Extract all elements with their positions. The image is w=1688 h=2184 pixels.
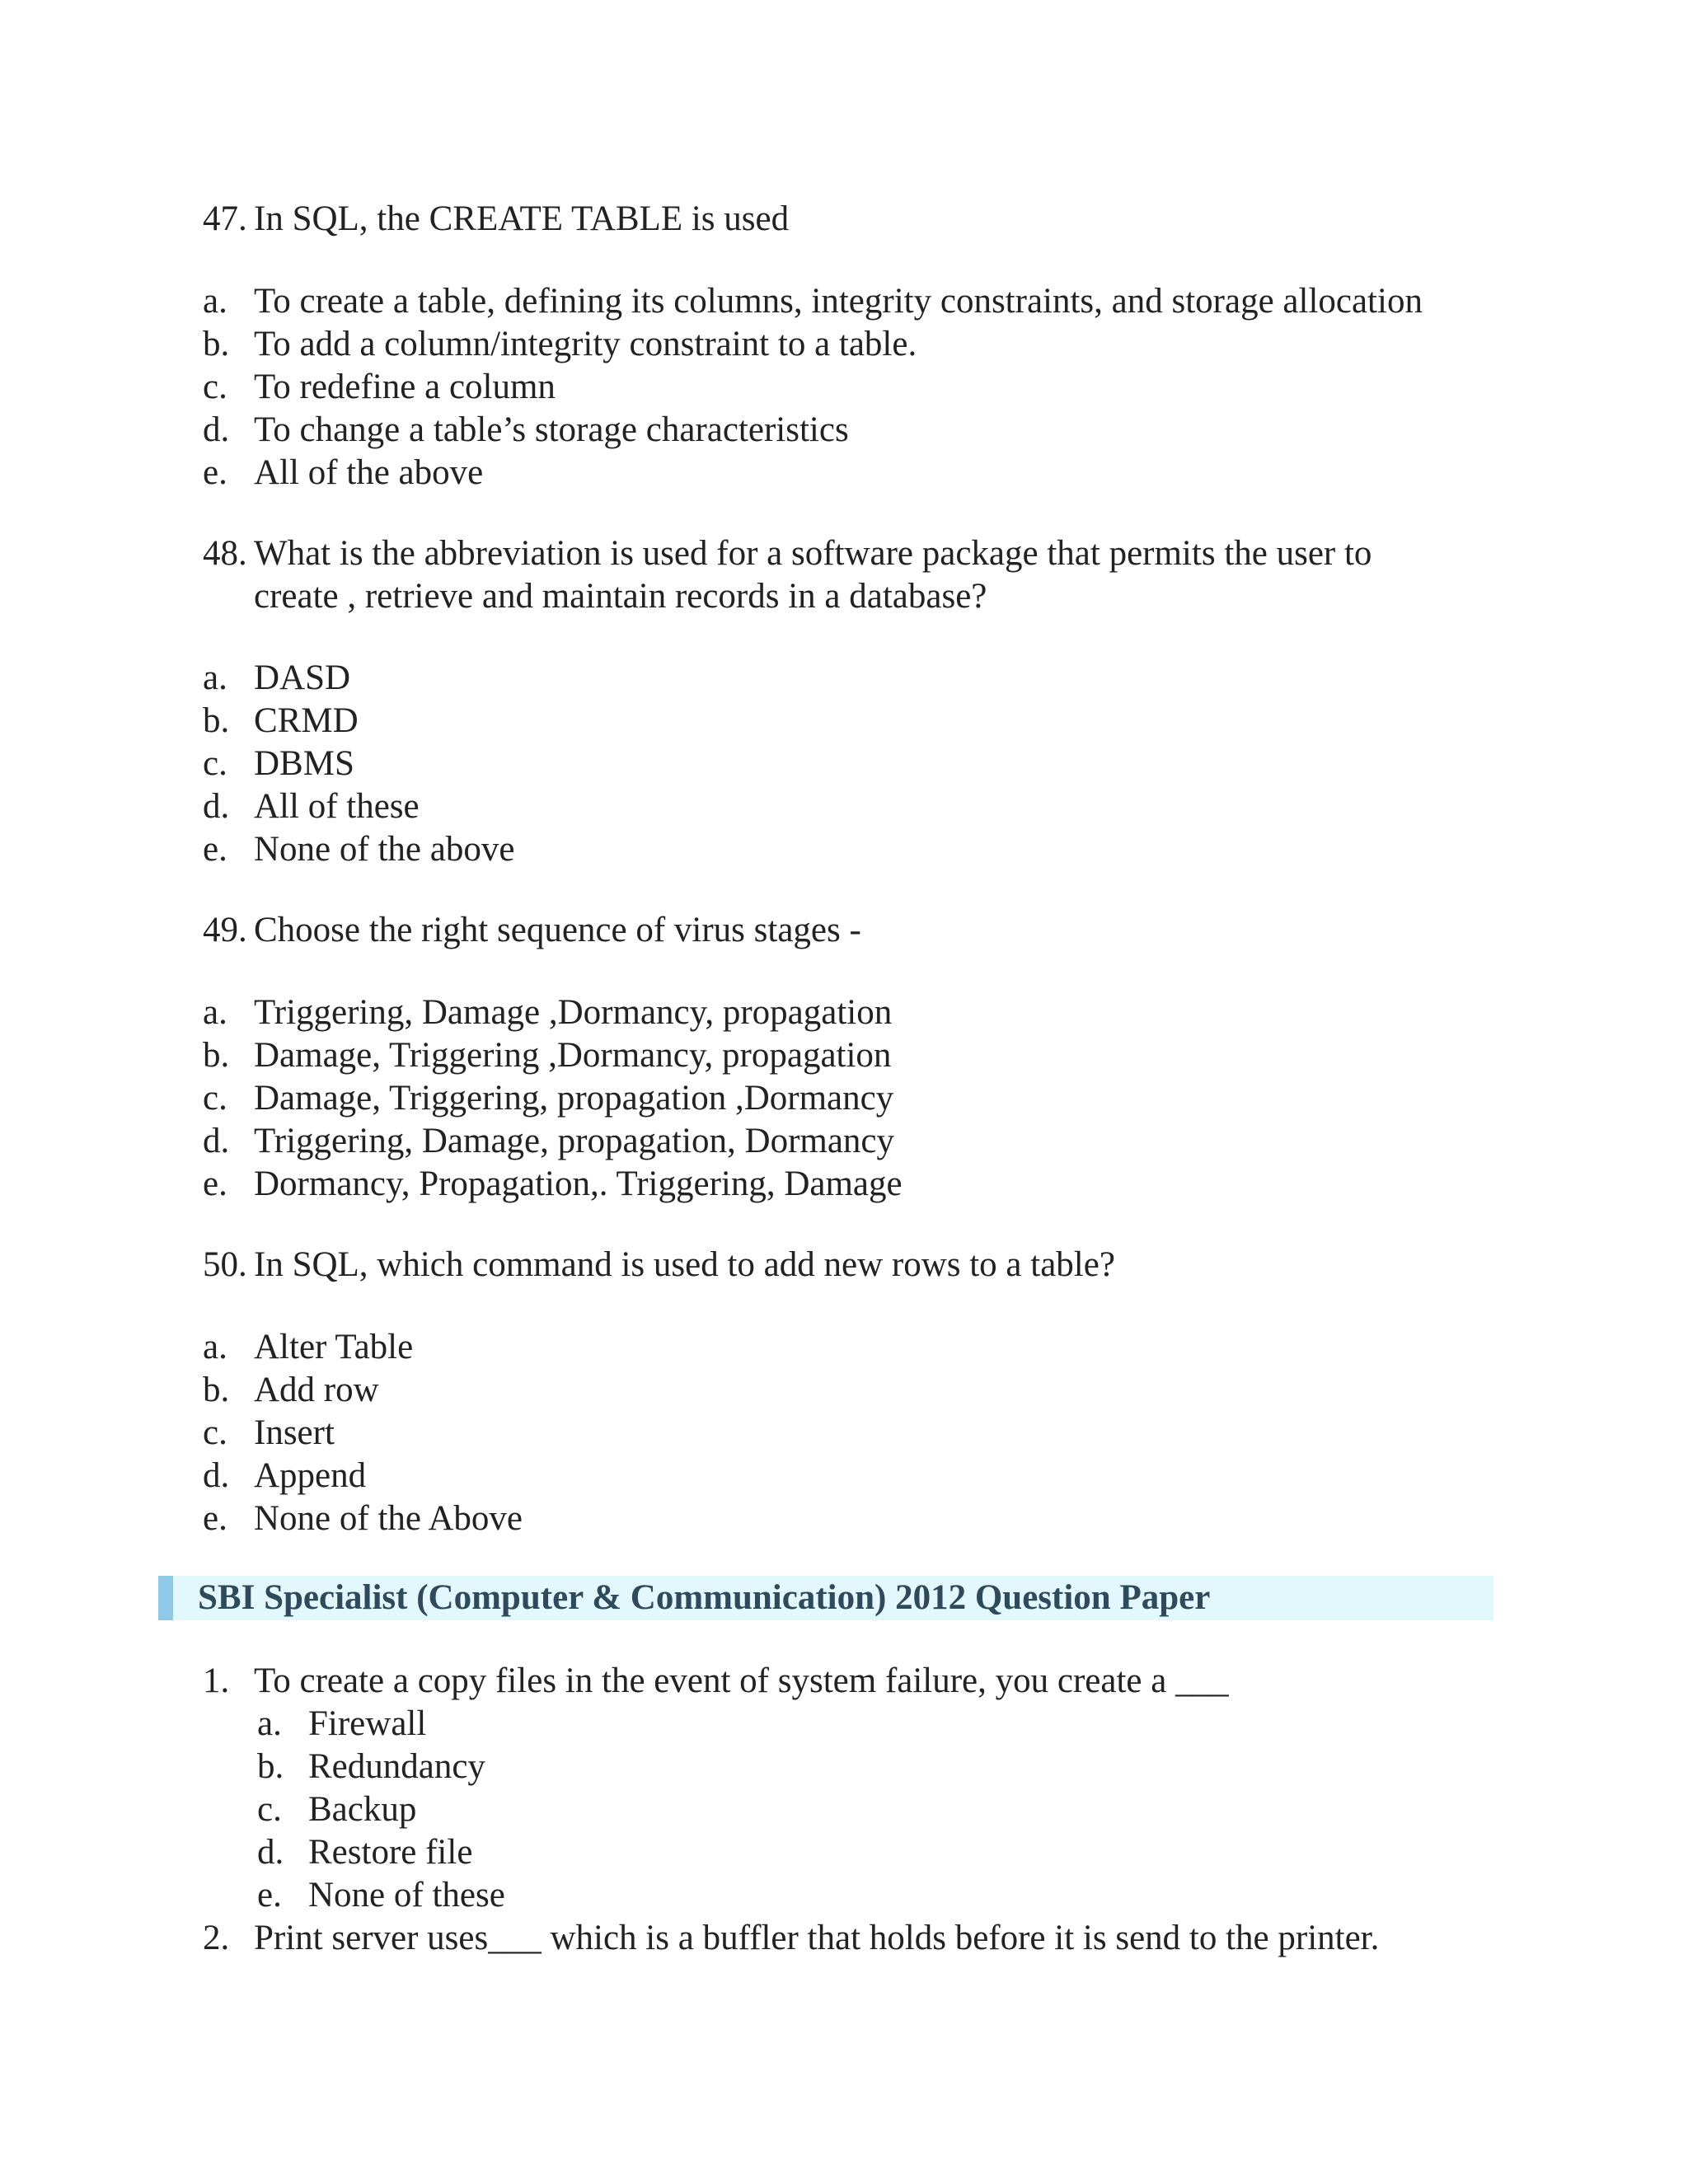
option-text: Alter Table	[254, 1328, 414, 1366]
option-letter: d.	[203, 410, 230, 449]
option-text: Backup	[308, 1790, 417, 1829]
option-letter: a.	[257, 1704, 282, 1743]
option-text: Redundancy	[308, 1747, 485, 1786]
question-text: Print server uses___ which is a buffler that holds before it is send to the printer.	[254, 1919, 1380, 1957]
option-letter: b.	[257, 1747, 284, 1786]
question-number: 1.	[203, 1661, 230, 1700]
question-text-line-2: create , retrieve and maintain records in a database?	[254, 577, 987, 616]
option-text: To change a table’s storage characteristics	[254, 410, 849, 449]
question-number: 50.	[203, 1245, 247, 1284]
option-letter: e.	[203, 830, 227, 869]
option-letter: e.	[203, 453, 227, 492]
question-number: 49.	[203, 911, 247, 949]
option-text: To redefine a column	[254, 368, 556, 406]
question-text-line-1: What is the abbreviation is used for a software package that permits the user to	[254, 534, 1372, 573]
option-text: None of the above	[254, 830, 515, 869]
question-number: 48.	[203, 534, 247, 573]
option-text: Append	[254, 1456, 367, 1495]
question-text: In SQL, the CREATE TABLE is used	[254, 199, 790, 238]
question-text: In SQL, which command is used to add new rows to a table?	[254, 1245, 1115, 1284]
option-letter: b.	[203, 1036, 230, 1075]
question-text: Choose the right sequence of virus stages -	[254, 911, 861, 949]
option-letter: b.	[203, 325, 230, 363]
section-heading	[158, 1576, 1493, 1620]
option-letter: c.	[203, 368, 227, 406]
section-heading-text: SBI Specialist (Computer & Communication) 2012 Question Paper	[198, 1578, 1211, 1617]
option-letter: c.	[257, 1790, 282, 1829]
option-letter: e.	[203, 1499, 227, 1538]
option-text: Triggering, Damage, propagation, Dormancy	[254, 1122, 895, 1160]
option-letter: c.	[203, 1413, 227, 1452]
option-letter: b.	[203, 1371, 230, 1409]
option-text: Add row	[254, 1371, 379, 1409]
option-letter: e.	[203, 1165, 227, 1203]
option-letter: a.	[203, 993, 227, 1032]
option-text: None of these	[308, 1876, 505, 1915]
option-text: Firewall	[308, 1704, 427, 1743]
option-letter: b.	[203, 701, 230, 740]
option-text: All of the above	[254, 453, 484, 492]
option-letter: a.	[203, 1328, 227, 1366]
heading-accent-bar	[158, 1576, 173, 1620]
option-letter: d.	[203, 787, 230, 826]
question-number: 2.	[203, 1919, 230, 1957]
option-text: To create a table, defining its columns, integrity constraints, and storage allocation	[254, 282, 1423, 321]
question-number: 47.	[203, 199, 247, 238]
option-letter: d.	[203, 1122, 230, 1160]
option-letter: d.	[203, 1456, 230, 1495]
option-letter: e.	[257, 1876, 282, 1915]
option-letter: d.	[257, 1833, 284, 1872]
option-text: Dormancy, Propagation,. Triggering, Damage	[254, 1165, 903, 1203]
option-text: Damage, Triggering ,Dormancy, propagation	[254, 1036, 892, 1075]
option-text: Triggering, Damage ,Dormancy, propagation	[254, 993, 893, 1032]
option-text: All of these	[254, 787, 420, 826]
option-text: Restore file	[308, 1833, 473, 1872]
option-text: To add a column/integrity constraint to a table.	[254, 325, 917, 363]
option-text: DASD	[254, 658, 351, 697]
option-letter: a.	[203, 658, 227, 697]
option-text: Damage, Triggering, propagation ,Dormancy	[254, 1079, 894, 1118]
option-letter: c.	[203, 744, 227, 783]
option-letter: c.	[203, 1079, 227, 1118]
option-text: None of the Above	[254, 1499, 523, 1538]
option-letter: a.	[203, 282, 227, 321]
question-text: To create a copy files in the event of system failure, you create a ___	[254, 1661, 1229, 1700]
option-text: DBMS	[254, 744, 354, 783]
option-text: CRMD	[254, 701, 359, 740]
option-text: Insert	[254, 1413, 335, 1452]
